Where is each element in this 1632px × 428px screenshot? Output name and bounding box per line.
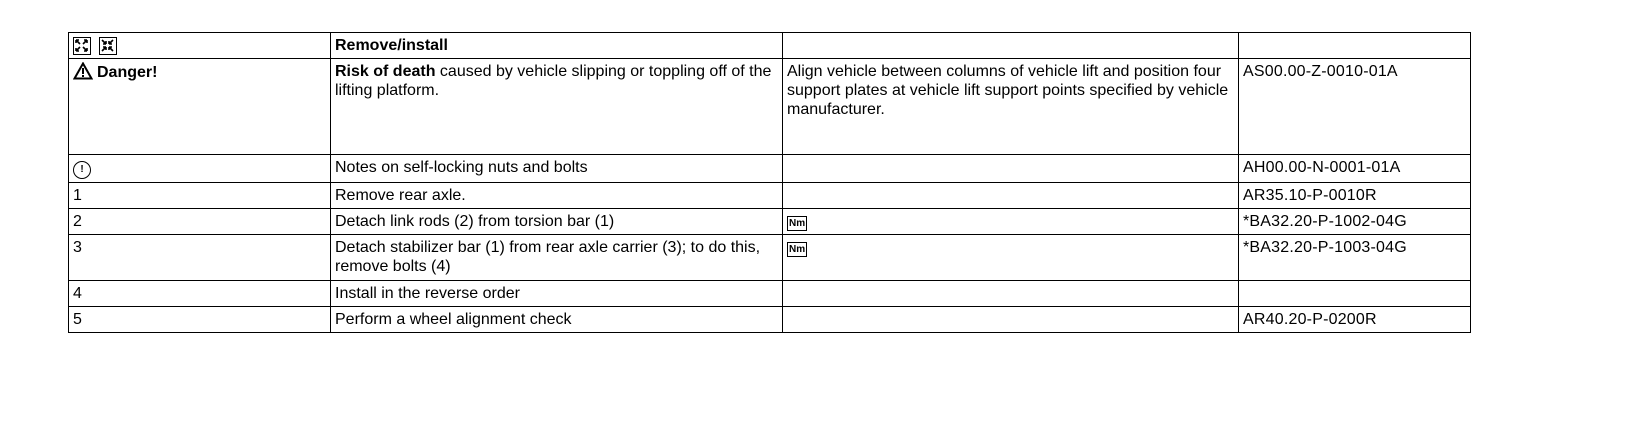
warning-triangle-icon — [73, 62, 93, 85]
note-ref-link[interactable]: AH00.00-N-0001-01A — [1243, 159, 1401, 176]
torque-nm-icon[interactable]: Nm — [789, 218, 806, 229]
step-number: 4 — [69, 281, 331, 307]
step-ref-cell — [1239, 307, 1471, 333]
step-ref-cell — [1239, 235, 1471, 281]
header-title: Remove/install — [331, 33, 783, 59]
procedure-table — [68, 32, 1471, 333]
danger-ref-link[interactable]: AS00.00-Z-0010-01A — [1243, 63, 1398, 80]
step-text: Remove rear axle. — [331, 183, 783, 209]
step-torque-cell — [783, 183, 1239, 209]
step-ref-cell — [1239, 281, 1471, 307]
step-ref-cell — [1239, 209, 1471, 235]
step-row — [69, 281, 1471, 307]
danger-risk-cell — [331, 59, 783, 155]
step-number: 3 — [69, 235, 331, 281]
header-empty-cell — [1239, 33, 1471, 59]
step-ref-link[interactable]: *BA32.20-P-1003-04G — [1243, 239, 1407, 256]
step-row — [69, 307, 1471, 333]
note-empty-cell — [783, 155, 1239, 183]
step-text: Perform a wheel alignment check — [331, 307, 783, 333]
step-ref-cell — [1239, 183, 1471, 209]
danger-ref-cell — [1239, 59, 1471, 155]
step-text: Detach link rods (2) from torsion bar (1) — [331, 209, 783, 235]
note-row — [69, 155, 1471, 183]
header-row — [69, 33, 1471, 59]
step-row — [69, 183, 1471, 209]
note-text: Notes on self-locking nuts and bolts — [331, 155, 783, 183]
step-torque-cell — [783, 235, 1239, 281]
note-icon-cell — [69, 155, 331, 183]
step-text: Detach stabilizer bar (1) from rear axle carrier (3); to do this, remove bolts (4) — [331, 235, 783, 281]
expand-icon[interactable] — [73, 37, 91, 55]
step-text: Install in the reverse order — [331, 281, 783, 307]
step-ref-link[interactable]: *BA32.20-P-1002-04G — [1243, 213, 1407, 230]
step-row — [69, 209, 1471, 235]
measure-support-plates: position four support plates — [787, 63, 1222, 99]
note-ref-cell — [1239, 155, 1471, 183]
header-icons-cell — [69, 33, 331, 59]
step-row — [69, 235, 1471, 281]
measure-align: Align vehicle between columns of vehicle lift — [787, 63, 1099, 80]
danger-label: Danger! — [97, 64, 158, 81]
danger-row — [69, 59, 1471, 155]
header-empty-cell — [783, 33, 1239, 59]
note-icon: ! — [73, 161, 91, 179]
step-torque-cell — [783, 281, 1239, 307]
measure-and: and — [1098, 63, 1134, 80]
risk-text: caused by vehicle slipping or toppling off of the lifting platform. — [335, 63, 772, 99]
step-torque-cell — [783, 307, 1239, 333]
step-number: 1 — [69, 183, 331, 209]
step-torque-cell — [783, 209, 1239, 235]
step-ref-link[interactable]: AR35.10-P-0010R — [1243, 187, 1377, 204]
torque-nm-icon[interactable]: Nm — [789, 244, 806, 255]
danger-label-cell — [69, 59, 331, 155]
step-number: 2 — [69, 209, 331, 235]
step-number: 5 — [69, 307, 331, 333]
collapse-icon[interactable] — [99, 37, 117, 55]
measure-points: at vehicle lift support points specified by vehicle manufacturer. — [787, 82, 1229, 118]
danger-measure-cell — [783, 59, 1239, 155]
risk-title: Risk of death — [335, 63, 436, 80]
step-ref-link[interactable]: AR40.20-P-0200R — [1243, 311, 1377, 328]
